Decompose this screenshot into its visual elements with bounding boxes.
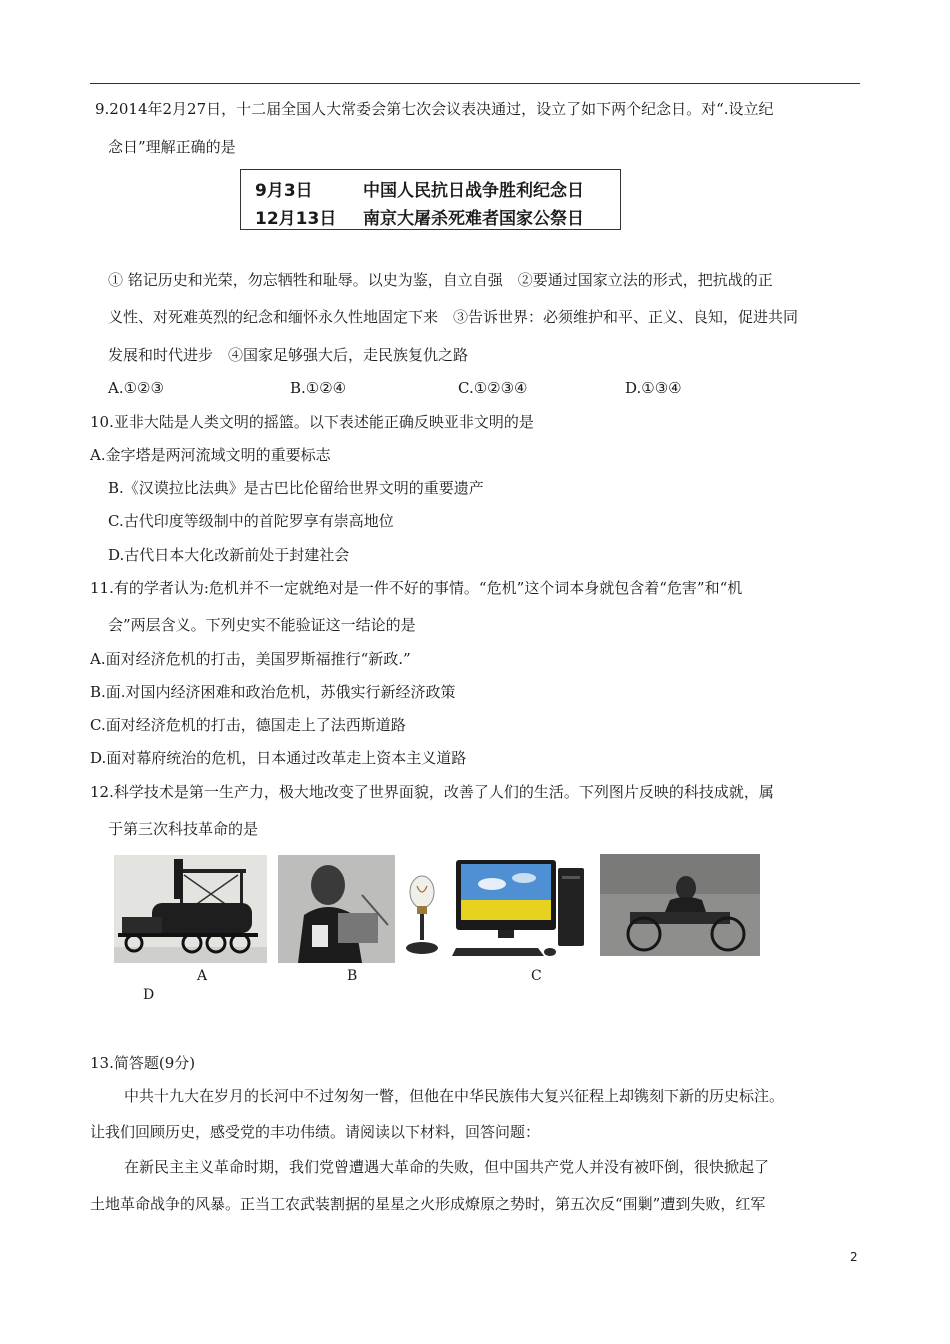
locomotive-image [114,855,267,963]
q11-option-b: B.面.对国内经济困难和政治危机，苏俄实行新经济政策 [90,683,456,701]
q9-statement-line1: ① 铭记历史和光荣，勿忘牺牲和耻辱。以史为鉴，自立自强 ②要通过国家立法的形式，把抗战的正 [108,271,773,289]
q11-option-d: D.面对幕府统治的危机，日本通过改革走上资本主义道路 [90,749,467,767]
q10-option-d: D.古代日本大化改新前处于封建社会 [108,546,350,564]
edison-portrait-image [278,855,395,963]
q11-option-a: A.面对经济危机的打击，美国罗斯福推行“新政.” [90,650,411,668]
q9-option-d: D.①③④ [625,379,682,397]
image-caption-a: A [197,968,208,984]
q11-option-c: C.面对经济危机的打击，德国走上了法西斯道路 [90,716,406,734]
q9-option-a: A.①②③ [108,379,164,397]
image-caption-d: D [143,987,155,1003]
q10-option-c: C.古代印度等级制中的首陀罗享有崇高地位 [108,512,394,530]
image-caption-c: C [531,968,542,984]
q13-para2-line1: 在新民主主义革命时期，我们党曾遭遇大革命的失败，但中国共产党人并没有被吓倒，很快掀起了 [124,1158,770,1176]
light-bulb-image [400,868,444,958]
memorial-row-2 [255,204,584,229]
q10-option-b: B.《汉谟拉比法典》是古巴比伦留给世界文明的重要遗产 [108,479,484,497]
q12-stem-line2: 于第三次科技革命的是 [108,820,259,838]
q9-option-b: B.①②④ [290,379,347,397]
memorial-name: 中国人民抗日战争胜利纪念日 [363,181,584,201]
page-number: 2 [850,1250,858,1264]
q13-title: 13.简答题(9分) [90,1054,196,1072]
header-rule [90,83,860,84]
q12-stem-line1: 12.科学技术是第一生产力，极大地改变了世界面貌，改善了人们的生活。下列图片反映的科技成就，属 [90,783,774,801]
q10-option-a: A.金字塔是两河流域文明的重要标志 [90,446,331,464]
q9-option-c: C.①②③④ [458,379,528,397]
early-automobile-image [600,854,760,956]
q11-stem-line2: 会”两层含义。下列史实不能验证这一结论的是 [108,616,416,634]
q9-statement-line2: 义性、对死难英烈的纪念和缅怀永久性地固定下来 ③告诉世界：必须维护和平、正义、良知，促进共同 [108,308,799,326]
q9-stem-line2: 念日”理解正确的是 [108,138,236,156]
q11-stem-line1: 11.有的学者认为:危机并不一定就绝对是一件不好的事情。“危机”这个词本身就包含着“危害”和“机 [90,579,743,597]
desktop-computer-image [452,856,588,958]
q9-memorial-days-box [240,169,621,230]
q13-para1-line1: 中共十九大在岁月的长河中不过匆匆一瞥，但他在中华民族伟大复兴征程上却镌刻下新的历史标注。 [124,1087,785,1105]
memorial-row-1 [255,176,584,201]
q13-para1-line2: 让我们回顾历史，感受党的丰功伟绩。请阅读以下材料，回答问题： [90,1123,541,1141]
memorial-date: 9月3日 [255,181,313,201]
q10-stem: 10.亚非大陆是人类文明的摇篮。以下表述能正确反映亚非文明的是 [90,413,534,431]
q9-stem-line1: 9.2014年2月27日，十二届全国人大常委会第七次会议表决通过，设立了如下两个纪念日。对“.设立纪 [95,100,774,118]
q9-statement-line3: 发展和时代进步 ④国家足够强大后，走民族复仇之路 [108,346,469,364]
memorial-date: 12月13日 [255,209,337,229]
image-caption-b: B [347,968,358,984]
q13-para2-line2: 土地革命战争的风暴。正当工农武装割据的星星之火形成燎原之势时，第五次反“围剿”遭到失败，红军 [90,1195,766,1213]
memorial-name: 南京大屠杀死难者国家公祭日 [363,209,584,229]
